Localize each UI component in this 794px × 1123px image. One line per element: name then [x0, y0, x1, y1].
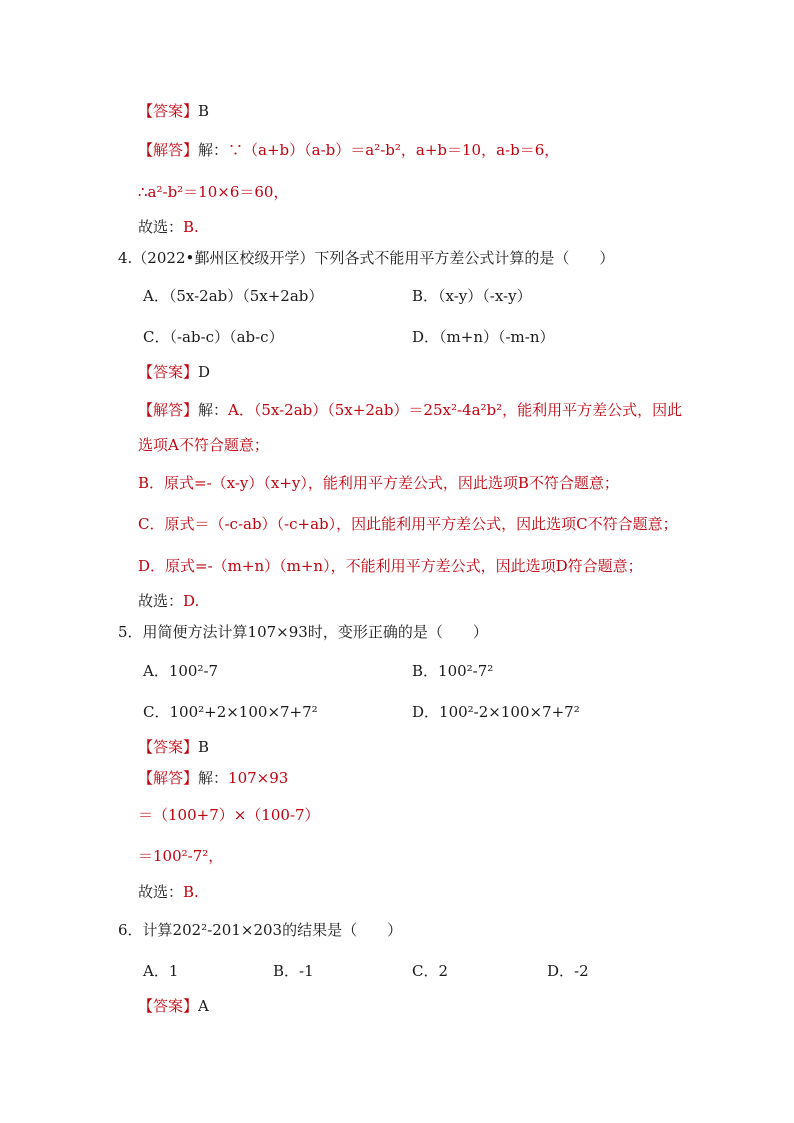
option-label: A． [143, 287, 169, 305]
option-text: 100²-7² [438, 662, 494, 680]
solution-prefix: 解： [198, 401, 229, 419]
q5-final [138, 882, 199, 902]
final-answer: D. [183, 592, 200, 610]
option-label: B． [273, 962, 300, 980]
q4-stem: 4.（2022•鄞州区校级开学）下列各式不能用平方差公式计算的是（ ） [118, 249, 615, 267]
option-label: A． [143, 662, 169, 680]
q3-answer [138, 101, 209, 121]
q6-answer [138, 996, 209, 1016]
q4-solution-b: B．原式=-（x-y）（x+y），能利用平方差公式，因此选项B不符合题意； [138, 474, 619, 492]
option-label: B． [412, 662, 439, 680]
q5-option-c [143, 702, 318, 722]
final-answer: B. [183, 883, 199, 901]
answer-tag: 【答案】 [138, 363, 199, 381]
q4-solution-a-cont: 选项A不符合题意； [138, 436, 269, 454]
option-label: D． [412, 328, 440, 346]
solution-tag: 【解答】 [138, 769, 199, 787]
answer-tag: 【答案】 [138, 102, 199, 120]
q4-final [138, 591, 199, 611]
option-label: A． [143, 962, 169, 980]
q5-step2: ＝（100+7）×（100-7） [138, 806, 320, 824]
solution-text: 107×93 [228, 769, 289, 787]
final-prefix: 故选： [138, 218, 184, 236]
q6-stem: 6．计算202²-201×203的结果是（ ） [118, 921, 403, 939]
q4-option-a [143, 286, 323, 306]
answer-value: B [198, 102, 210, 120]
option-text: （-ab-c）（ab-c） [169, 328, 284, 346]
solution-tag: 【解答】 [138, 401, 199, 419]
solution-prefix: 解： [198, 141, 229, 159]
option-text: -1 [299, 962, 314, 980]
option-text: （m+n）（-m-n） [439, 328, 555, 346]
q6-option-c [412, 961, 448, 981]
q3-solution-line2: ∴a²-b²＝10×6＝60， [138, 183, 289, 201]
option-text: （x-y）（-x-y） [438, 287, 532, 305]
answer-value: B [198, 738, 210, 756]
answer-value: D [198, 363, 211, 381]
option-label: C． [143, 328, 170, 346]
solution-prefix: 解： [198, 769, 229, 787]
q4-option-c [143, 327, 284, 347]
q4-answer [138, 362, 210, 382]
q5-option-d [412, 702, 580, 722]
q4-solution-d: D．原式=-（m+n）（m+n），不能利用平方差公式，因此选项D符合题意； [138, 557, 643, 575]
option-label: D． [412, 703, 440, 721]
q6-option-a [143, 961, 178, 981]
q5-solution [138, 768, 288, 788]
q5-option-b [412, 661, 493, 681]
solution-text: A．（5x-2ab）（5x+2ab）＝25x²-4a²b²，能利用平方差公式，因此 [228, 401, 683, 419]
final-prefix: 故选： [138, 592, 184, 610]
q5-option-a [143, 661, 218, 681]
q4-solution-c: C．原式＝（-c-ab）（-c+ab），因此能利用平方差公式，因此选项C不符合题意； [138, 515, 678, 533]
q3-solution-line1 [138, 140, 559, 160]
q4-solution-a [138, 400, 682, 420]
option-text: 100²-2×100×7+7² [439, 703, 580, 721]
q5-stem: 5．用简便方法计算107×93时，变形正确的是（ ） [118, 623, 488, 641]
q5-step3: ＝100²-7²， [138, 847, 224, 865]
answer-value: A [198, 997, 209, 1015]
q6-option-d [547, 961, 589, 981]
option-label: C． [412, 962, 439, 980]
option-text: -2 [574, 962, 589, 980]
option-label: D． [547, 962, 575, 980]
final-prefix: 故选： [138, 883, 184, 901]
option-text: （5x-2ab）（5x+2ab） [168, 287, 324, 305]
q4-option-b [412, 286, 532, 306]
answer-tag: 【答案】 [138, 997, 199, 1015]
option-text: 100²-7 [168, 662, 219, 680]
option-text: 1 [168, 962, 179, 980]
q3-final [138, 217, 199, 237]
q4-option-d [412, 327, 555, 347]
option-label: C． [143, 703, 170, 721]
final-answer: B. [183, 218, 199, 236]
solution-tag: 【解答】 [138, 141, 199, 159]
option-text: 2 [438, 962, 449, 980]
q5-answer [138, 737, 209, 757]
option-text: 100²+2×100×7+7² [169, 703, 318, 721]
answer-tag: 【答案】 [138, 738, 199, 756]
solution-text: ∵（a+b）（a-b）＝a²-b²，a+b＝10，a-b＝6， [228, 141, 560, 159]
option-label: B． [412, 287, 439, 305]
q6-option-b [273, 961, 314, 981]
